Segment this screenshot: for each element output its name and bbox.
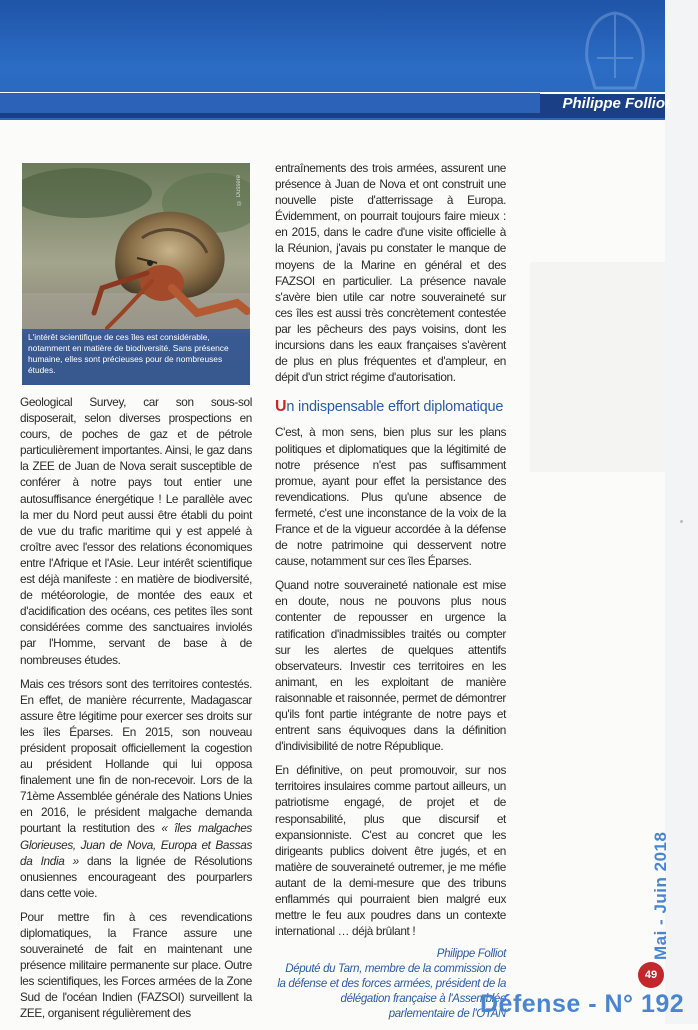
page-number: 49 xyxy=(638,962,664,988)
paragraph xyxy=(275,577,506,754)
paragraph-text: Geological Survey, car son sous-sol disposerait, selon diverses prospections en cours, de poches de gaz et de pétrole particulièrement importantes. Ainsi, le gaz dans la ZEE de Juan de Nova serait susceptible de conférer à notre pays tout entier une autosuffisance énergétique ! Le parallèle avec la mer du Nord peut aussi être établi du point de vue du trafic maritime qui y est appelé à croître avec l'essor des relations économiques entre l'Afrique et l'Asie. Leur intérêt scientifique est déjà manifeste : en matière de biodiversité, de météorologie, de montée des eaux et d'acidification des océans, ces petites îles sont considérées comme des sanctuaires inviolés par l'Homme, servant de base à de nombreuses études. xyxy=(20,395,252,667)
photo-credit: © Dussere xyxy=(236,175,242,206)
section-heading xyxy=(275,399,506,415)
section-heading-initial: U xyxy=(275,398,287,416)
paragraph xyxy=(275,160,506,385)
quoted-islands: « îles malgaches Glorieuses, Juan de Nova, Europa et Bassas da India » xyxy=(20,821,252,868)
paragraph xyxy=(275,424,506,569)
paragraph-text: Quand notre souveraineté nationale est mise en doute, nous ne pouvons plus nous contenter de repousser en urgence la ratification d'inadmissibles traités ou compter sur les alertes de quelques attentifs observateurs. Investir ces territoires en les animant, en les exploitant de manière raisonnable et raisonnée, permet de démontrer qu'ils font partie intégrante de notre pays et entrent sans équivoques dans la définition d'indivisibilité de notre République. xyxy=(275,578,506,754)
paragraph xyxy=(20,676,252,901)
author-bar-accent xyxy=(0,93,540,113)
signature-name: Philippe Folliot xyxy=(436,948,506,961)
background-watermark xyxy=(530,262,665,472)
author-name: Philippe Folliot xyxy=(562,95,670,112)
helmet-emblem-icon xyxy=(575,8,655,98)
magazine-title: Défense - N° 192 xyxy=(480,990,685,1018)
signature xyxy=(275,947,506,1022)
paragraph-text: entraînements des trois armées, assurent une présence à Juan de Nova et ont construit une nouvelle piste d'atterrissage à Europa. Évidemment, on pourrait toujours faire mieux : en 2015, dans le cadre d'une visite officielle à la Réunion, j'avais pu constater le manque de moyens de la Marine en général et des FAZSOI en particulier. La présence navale s'avère bien utile car notre souveraineté sur ces îles est aussi très concrètement contestée par les pêcheurs des pays voisins, dont les incursions dans les eaux françaises s'avèrent de plus en plus fréquentes et d'ampleur, en dépit d'un strict régime d'autorisation. xyxy=(275,161,506,385)
left-column xyxy=(20,394,252,1030)
paragraph-text: En définitive, on peut promouvoir, sur nos territoires insulaires comme partout ailleurs, un patriotisme engagé, de projet et de responsabilité, plus que discursif et expansionniste. C'est au concret que les dirigeants publics doivent être jugés, et en matière de souveraineté outremer, je me méfie autant de la demi-mesure que des tribuns enflammés qui pourraient bien malgré eux mettre le feu aux poudres dans un contexte international … déjà brûlant ! xyxy=(275,763,506,939)
paragraph-text: Pour mettre fin à ces revendications diplomatiques, la France assure une souveraineté de fait en maintenant une présence militaire permanente sur place. Outre les scientifiques, les Forces armées de la Zone Sud de l'océan Indien (FAZSOI) surveillent la ZEE, organisent régulièrement des xyxy=(20,909,252,1021)
paragraph xyxy=(275,762,506,939)
signature-role: Député du Tarn, membre de la commission de la défense et des forces armées, président de la délégation française à l'Assemblée parlementaire de l'OTAN xyxy=(277,963,506,1021)
photo-caption: L'intérêt scientifique de ces îles est considérable, notamment en matière de biodiversité. Sans présence humaine, elles sont précieuses pour de nombreuses études. xyxy=(22,329,250,385)
paragraph-text: dans la lignée de Résolutions onusiennes encourageant des pourparlers dans cette voie. xyxy=(20,853,252,900)
section-heading-text: n indispensable effort diplomatique xyxy=(286,399,504,416)
paragraph xyxy=(20,909,252,1022)
right-column xyxy=(275,160,506,1022)
paragraph-text: Mais ces trésors sont des territoires contestés. En effet, de manière récurrente, Madagascar assure être légitime pour exercer ses droits sur les îles Éparses. En 2015, son nouveau président proposait officiellement la cogestion au président Hollande qui lui opposa finalement une fin de non-recevoir. Lors de la 71ème Assemblée générale des Nations Unies en 2016, le président malgache demanda pourtant la restitution des xyxy=(20,676,252,836)
paragraph xyxy=(20,394,252,668)
issue-date: Mai - Juin 2018 xyxy=(651,831,670,960)
paragraph-text: C'est, à mon sens, bien plus sur les plans politiques et diplomatiques que la légitimité de notre présence n'est pas suffisamment promue, ayant pour effet la persistance des revendications. Plus qu'une absence de fermeté, c'est une inconstance de la voix de la France et de la vigueur accordée à la défense de notre patrimoine qui desservent notre cause, notamment sur ces îles Éparses. xyxy=(275,425,506,569)
page-dot xyxy=(680,520,683,523)
